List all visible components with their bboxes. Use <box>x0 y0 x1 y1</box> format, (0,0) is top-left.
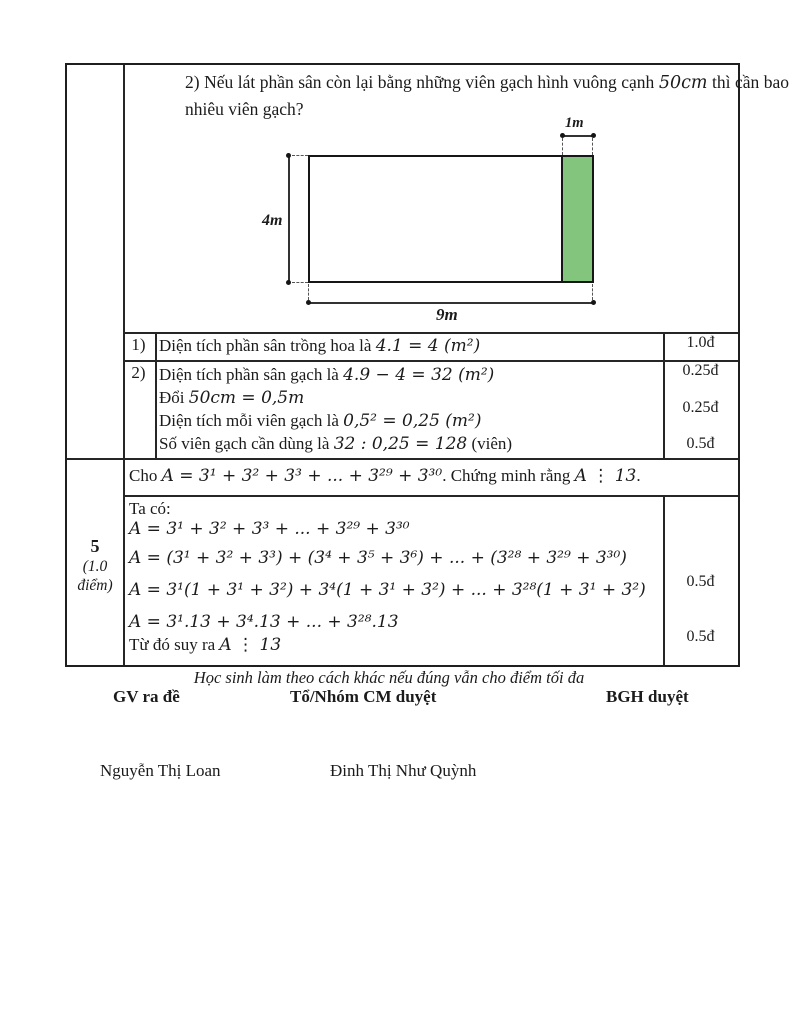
subnumber-divider <box>155 332 157 458</box>
question5-score-line2: điểm) <box>77 577 113 594</box>
question5-statement: Cho A = 3¹ + 3² + 3³ + ... + 3²⁹ + 3³⁰. Chứng minh rằng A ⋮ 13. <box>129 466 641 486</box>
score-cell: 0.5đ <box>686 628 715 645</box>
solution-line: A = 3¹ + 3² + 3³ + ... + 3²⁹ + 3³⁰ <box>129 519 410 539</box>
dim-line-9m <box>308 302 594 304</box>
score-cell: 0.25đ <box>682 362 719 379</box>
teacher-name: Nguyễn Thị Loan <box>100 761 221 780</box>
dim-dash <box>592 284 593 300</box>
dim-dash <box>292 155 308 156</box>
question5-score-line1: (1.0 <box>82 558 108 575</box>
solution-line: A = 3¹(1 + 3¹ + 3²) + 3⁴(1 + 3¹ + 3²) + ... + 3²⁸(1 + 3¹ + 3²) <box>129 580 646 600</box>
dim-line-1m <box>562 135 594 137</box>
dim-dash <box>292 282 308 283</box>
brick-strip <box>561 157 592 281</box>
score-cell: 0.25đ <box>682 399 719 416</box>
score-cell: 0.5đ <box>686 435 715 452</box>
question4-figure-row <box>124 65 789 332</box>
dim-dot <box>306 300 311 305</box>
answer-line: Diện tích mỗi viên gạch là 0,5² = 0,25 (m²) <box>159 411 482 431</box>
score-cell: 0.5đ <box>686 573 715 590</box>
part-number: 2) <box>131 363 146 382</box>
reviewer-name: Đinh Thị Như Quỳnh <box>330 761 477 780</box>
question4-text: 2) Nếu lát phần sân còn lại bằng những viên gạch hình vuông cạnh 50cm thì cần bao nhiêu viên gạch? <box>185 72 789 119</box>
answer-line: Đổi 50cm = 0,5m <box>159 388 305 408</box>
solution-line: A = (3¹ + 3² + 3³) + (3⁴ + 3⁵ + 3⁶) + ... + (3²⁸ + 3²⁹ + 3³⁰) <box>129 548 627 568</box>
dim-dash <box>562 138 563 155</box>
dim-line-4m <box>288 155 290 283</box>
part-number: 1) <box>131 335 146 354</box>
row-divider-part1 <box>123 360 738 362</box>
dim-dash <box>308 284 309 300</box>
solution-line: A = 3¹.13 + 3⁴.13 + ... + 3²⁸.13 <box>129 612 399 632</box>
dim-dot <box>591 300 596 305</box>
row-divider-figure <box>123 332 738 334</box>
dimension-label-1m: 1m <box>565 115 584 131</box>
answer-table <box>65 63 789 667</box>
row-divider-question5 <box>67 458 738 460</box>
row-divider-statement <box>123 495 738 497</box>
signature-label-teacher: GV ra đề <box>113 687 180 706</box>
question5-number: 5 <box>90 536 100 556</box>
answer-line: Diện tích phần sân gạch là 4.9 − 4 = 32 (m²) <box>159 365 495 385</box>
answer-line: Số viên gạch cần dùng là 32 : 0,25 = 128 (viên) <box>159 434 513 454</box>
grading-note: Học sinh làm theo cách khác nếu đúng vẫn cho điểm tối đa <box>193 668 585 687</box>
garden-rectangle <box>308 155 594 283</box>
solution-line: Ta có: <box>129 499 171 518</box>
dim-dot <box>286 153 291 158</box>
dim-dot <box>286 280 291 285</box>
dim-dash <box>592 138 593 155</box>
answer-line: Diện tích phần sân trồng hoa là 4.1 = 4 (m²) <box>159 336 481 356</box>
signature-label-board: BGH duyệt <box>606 687 689 706</box>
signature-label-group: Tổ/Nhóm CM duyệt <box>290 687 437 706</box>
score-cell: 1.0đ <box>686 334 715 351</box>
dimension-label-9m: 9m <box>436 305 458 324</box>
dimension-label-4m: 4m <box>262 212 283 229</box>
solution-line: Từ đó suy ra A ⋮ 13 <box>129 635 282 655</box>
